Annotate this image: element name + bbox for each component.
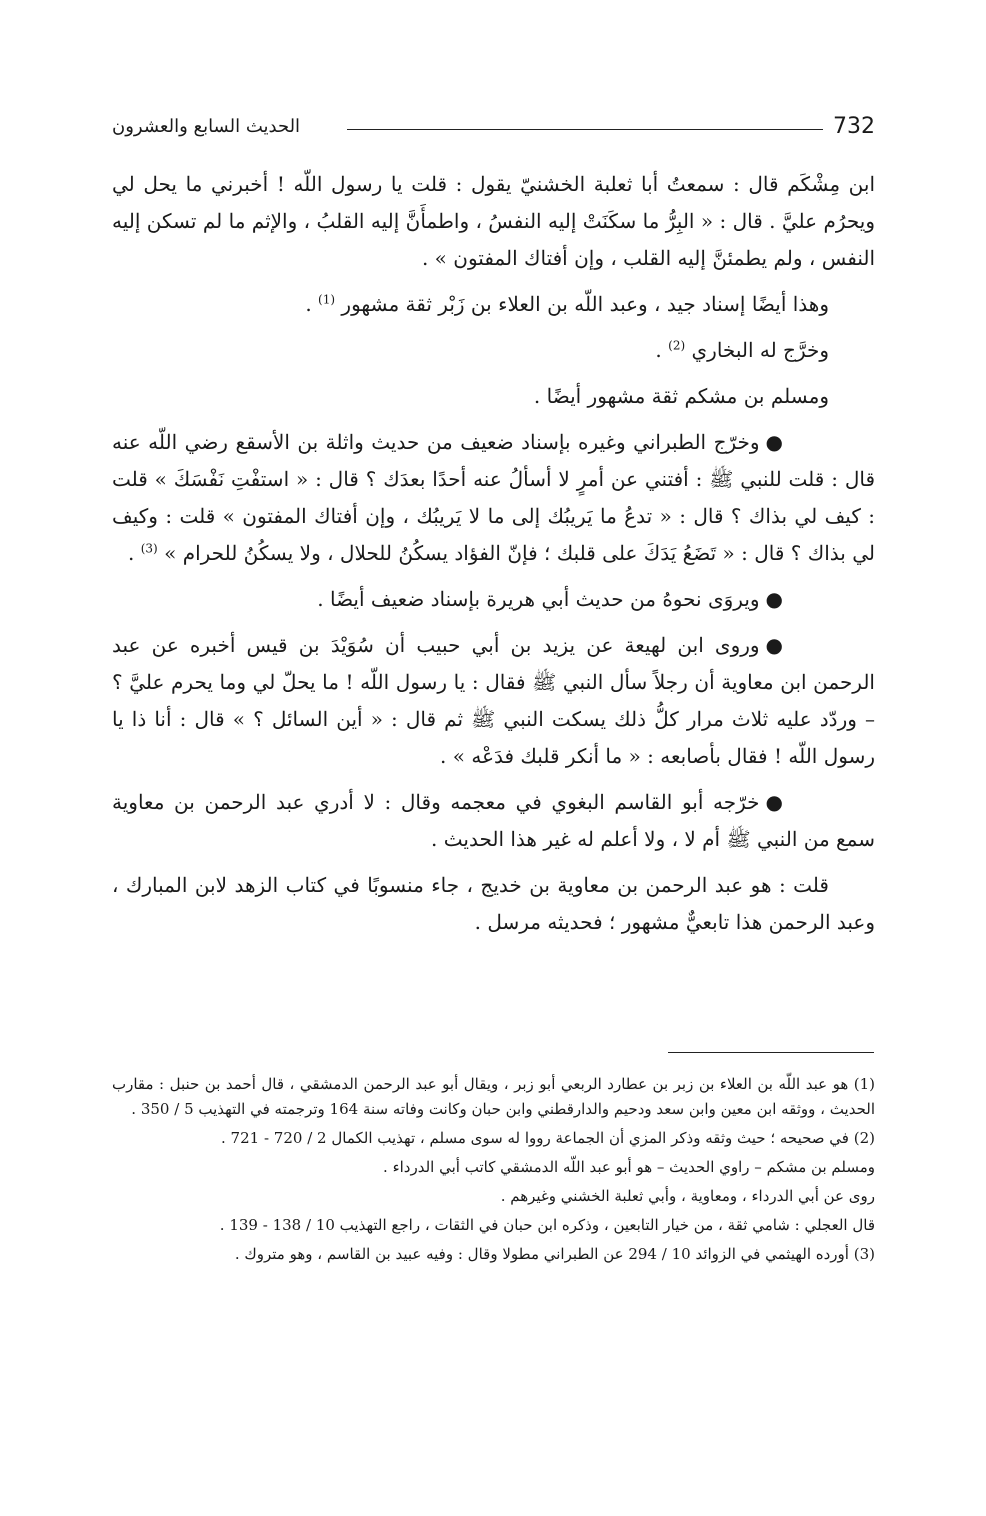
paragraph-text: ومسلم بن مشكم ثقة مشهور أيضًا . [533,384,829,408]
running-title: الحديث السابع والعشرون [112,116,301,137]
paragraph [112,332,875,369]
footnote: قال العجلي : شامي ثقة ، من خيار التابعين ، وذكره ابن حبان في الثقات ، راجع التهذيب 10 / 138 - 139 . [219,1216,875,1234]
paragraph [112,378,875,415]
footnote: ومسلم بن مشكم – راوي الحديث – هو أبو عبد اللّه الدمشقي كاتب أبي الدرداء . [383,1158,875,1176]
footnote: (1) هو عبد اللّه بن العلاء بن زبر بن عطارد الربعي أبو زبر ، ويقال أبو عبد الرحمن الدمشقي ، قال أحمد بن حنبل : مقارب الحديث ، ووثقه ابن معين وابن سعد ودحيم والدارقطني وابن حبان وكانت وفاته سنة 164 وترجمته في التهذيب 5 / 350 . [112,1075,875,1118]
footnote-ref[interactable]: (2) [668,338,686,353]
footnote: روى عن أبي الدرداء ، ومعاوية ، وأبي ثعلبة الخشني وغيرهم . [500,1187,875,1205]
paragraph-text: قلت : هو عبد الرحمن بن معاوية بن خديج ، جاء منسوبًا في كتاب الزهد لابن المبارك ، وعبد الرحمن هذا تابعيٌّ مشهور ؛ فحديثه مرسل . [112,873,875,934]
paragraph-text: ابن مِشْكَم قال : سمعتُ أبا ثعلبة الخشنيّ يقول : قلت يا رسول اللّه ! أخبرني ما يحل لي ويحرُم عليَّ . قال : « البِرُّ ما سكَنَتْ إليه النفسُ ، واطمأَنَّ إليه القلبُ ، والإثم ما لم تسكن إليه النفس ، ولم يطمئنَّ إليه القلب ، وإن أفتاك المفتون » . [112,172,875,270]
paragraph [112,166,875,277]
bullet-icon: ● [765,633,783,657]
paragraph [112,627,875,775]
paragraph-text: وهذا أيضًا إسناد جيد ، وعبد اللّه بن العلاء بن زَبْر ثقة مشهور [341,292,829,316]
footnote-rule [668,1052,874,1053]
paragraph-text: ويروَى نحوهُ من حديث أبي هريرة بإسناد ضعيف أيضًا . [317,587,760,611]
paragraph [112,424,875,572]
footnotes [112,1072,875,1271]
page-number: 732 [833,114,875,139]
paragraph [112,867,875,941]
footnote-ref[interactable]: (1) [318,292,336,307]
paragraph [112,784,875,858]
paragraph-text: وخرّج الطبراني وغيره بإسناد ضعيف من حديث واثلة بن الأسقع رضي اللّه عنه قال : قلت للنبي ﷺ : أفتني عن أمرٍ لا أسألُ عنه أحدًا بعدَك ؟ قال : « استفْتِ نَفْسَكَ » قلت : كيف لي بذاك ؟ قال : « تدعُ ما يَريبُك إلى ما لا يَريبُك ، وإن أفتاك المفتون » قلت : وكيف لي بذاك ؟ قال : « تَضَعُ يَدَكَ على قلبك ؛ فإنّ الفؤاد يسكُنُ للحلال ، ولا يسكُنُ للحرام » [112,430,875,565]
paragraph-text: خرّجه أبو القاسم البغوي في معجمه وقال : لا أدري عبد الرحمن بن معاوية سمع من النبي ﷺ أم لا ، ولا أعلم له غير هذا الحديث . [112,790,875,851]
footnote-ref[interactable]: (3) [140,541,158,556]
paragraph [112,286,875,323]
paragraph-tail: . [305,292,312,316]
bullet-icon: ● [765,790,783,814]
header-rule [347,129,823,130]
footnote: (3) أورده الهيثمي في الزوائد 10 / 294 عن الطبراني مطولا وقال : وفيه عبيد بن القاسم ، وهو متروك . [234,1245,875,1263]
paragraph-text: وخرَّج له البخاري [691,338,829,362]
paragraph-text: وروى ابن لهيعة عن يزيد بن أبي حبيب أن سُوَيْدَ بن قيس أخبره عن عبد الرحمن ابن معاوية أن رجلاً سأل النبي ﷺ فقال : يا رسول اللّه ! ما يحلّ لي وما يحرم عليَّ ؟ – وردّد عليه ثلاث مرار كلُّ ذلك يسكت النبي ﷺ ثم قال : « أين السائل ؟ » قال : أنا ذا يا رسول اللّه ! فقال بأصابعه : « ما أنكر قلبك فدَعْه » . [112,633,875,768]
page-header [112,114,875,146]
footnote: (2) في صحيحه ؛ حيث وثقه وذكر المزي أن الجماعة رووا له سوى مسلم ، تهذيب الكمال 2 / 720 - 721 . [221,1129,875,1147]
bullet-icon: ● [765,587,783,611]
paragraph [112,581,875,618]
paragraph-tail: . [128,541,135,565]
bullet-icon: ● [765,430,783,454]
paragraph-tail: . [655,338,662,362]
main-text [112,166,875,950]
